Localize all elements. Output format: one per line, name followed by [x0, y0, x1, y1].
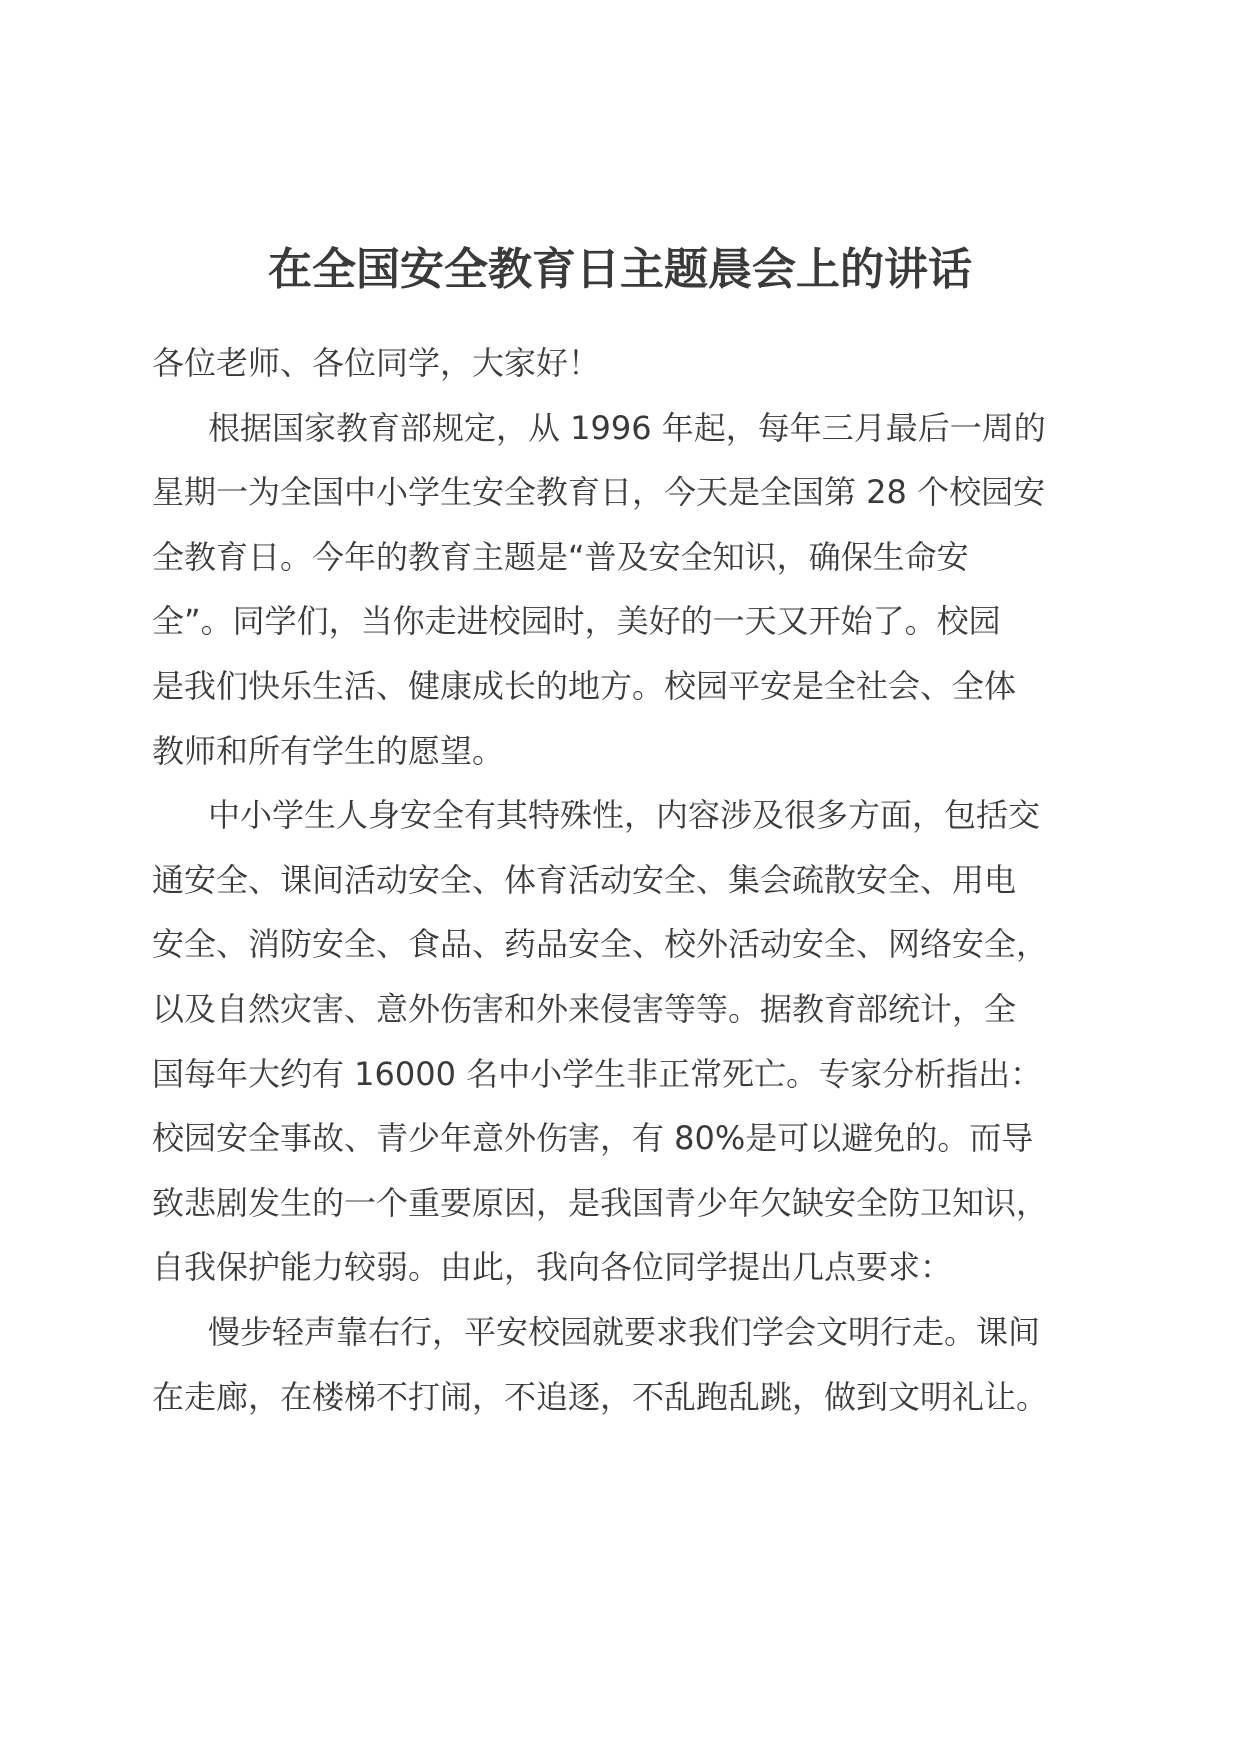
document-title: 在全国安全教育日主题晨会上的讲话: [268, 244, 972, 295]
body-text-line: 安全、消防安全、食品、药品安全、校外活动安全、网络安全，: [152, 925, 1049, 964]
body-text-line: 国每年大约有 16000 名中小学生非正常死亡。专家分析指出：: [152, 1054, 1043, 1093]
body-text-line: 根据国家教育部规定，从 1996 年起，每年三月最后一周的: [208, 408, 1046, 447]
body-text-line: 在走廊，在楼梯不打闹，不追逐，不乱跑乱跳，做到文明礼让。: [152, 1377, 1049, 1416]
body-text-line: 全教育日。今年的教育主题是“普及安全知识，确保生命安: [152, 537, 969, 576]
body-text-line: 校园安全事故、青少年意外伤害，有 80%是可以避免的。而导: [152, 1119, 1034, 1158]
body-text-line: 通安全、课间活动安全、体育活动安全、集会疏散安全、用电: [152, 860, 1017, 899]
body-text-line: 致悲剧发生的一个重要原因，是我国青少年欠缺安全防卫知识，: [152, 1183, 1049, 1222]
body-text-line: 中小学生人身安全有其特殊性，内容涉及很多方面，包括交: [208, 796, 1041, 835]
body-text-line: 全”。同学们，当你走进校园时，美好的一天又开始了。校园: [152, 602, 1001, 641]
document-body: [152, 331, 1092, 1429]
body-text-line: 慢步轻声靠右行，平安校园就要求我们学会文明行走。课间: [208, 1312, 1041, 1351]
body-text-line: 各位老师、各位同学，大家好！: [152, 344, 601, 382]
body-text-line: 自我保护能力较弱。由此，我向各位同学提出几点要求：: [152, 1248, 953, 1287]
body-text-line: 教师和所有学生的愿望。: [152, 731, 505, 770]
body-text-line: 是我们快乐生活、健康成长的地方。校园平安是全社会、全体: [152, 666, 1017, 705]
body-text-line: 以及自然灾害、意外伤害和外来侵害等等。据教育部统计，全: [152, 989, 1017, 1028]
body-text-line: 星期一为全国中小学生安全教育日，今天是全国第 28 个校园安: [152, 473, 1046, 512]
